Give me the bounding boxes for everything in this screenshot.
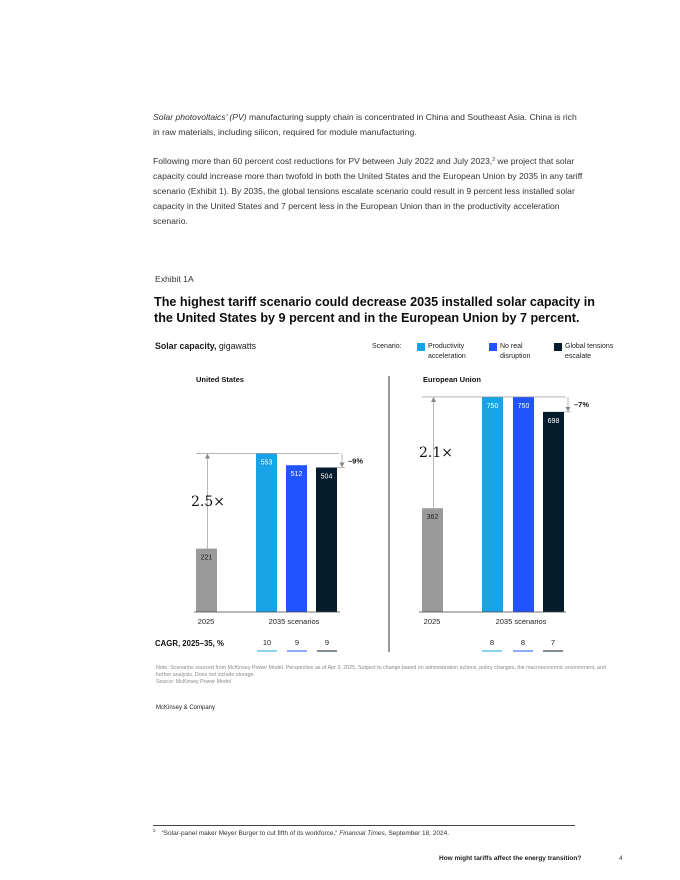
units-label-rest: gigawatts	[216, 341, 257, 351]
running-head: How might tariffs affect the energy transition?	[439, 855, 582, 862]
bar-us-3	[316, 468, 337, 612]
footnote-date: , September 18, 2024.	[384, 830, 450, 837]
cagr-value-eu-0: 8	[489, 638, 495, 647]
chart-note-text: Note: Scenarios sourced from McKinsey Power Model. Perspective as of Apr 3, 2025. Subject to change based on administration actions, policy changes, the macroeconomic environment, and further analysis. Does not include storage.	[156, 665, 606, 678]
cagr-value-us-1: 9	[294, 638, 300, 647]
group-label-eu-1: 2035 scenarios	[495, 617, 547, 626]
footnote-quote: “Solar-panel maker Meyer Burger to cut fifth of its workforce,”	[161, 830, 338, 837]
intro-paragraph-italic: Solar photovoltaics’ (PV)	[153, 112, 247, 122]
bar-label-eu-2: 750	[517, 402, 530, 410]
legend-text-no-real: No real disruption	[500, 343, 531, 360]
projection-paragraph-b: we project that solar capacity could increase more than twofold in both the United States and the European Union by 2035 in any tariff scenario (Exhibit 1). By 2035, the global tensions escalate scenario could result in 9 percent less installed solar capacity in the United States and 7 percent less in the European Union than in the productivity acceleration scenario.	[153, 156, 583, 226]
change-label-us: –9%	[348, 456, 364, 466]
bar-us-1	[256, 453, 277, 612]
bar-eu-2	[513, 397, 534, 612]
bar-eu-1	[482, 397, 503, 612]
cagr-value-eu-1: 8	[520, 638, 526, 647]
change-arrowhead-eu	[566, 407, 571, 412]
footnote-ref[interactable]: 2	[492, 157, 495, 163]
bar-label-us-3: 504	[320, 473, 333, 481]
bar-label-eu-0: 362	[426, 514, 439, 522]
brand-label: McKinsey & Company	[156, 705, 216, 711]
bar-label-eu-1: 750	[486, 402, 499, 410]
exhibit-title: The highest tariff scenario could decrease 2035 installed solar capacity in the United States by 9 percent and in the European Union by 7 percent.	[154, 295, 595, 325]
panel-title-us: United States	[196, 375, 244, 384]
legend-text-productivity: Productivity acceleration	[428, 343, 466, 360]
units-label-bold: Solar capacity,	[155, 341, 217, 351]
growth-arrowhead-us	[205, 453, 210, 458]
cagr-label: CAGR, 2025–35, %	[155, 639, 224, 648]
footnote	[153, 828, 449, 837]
intro-paragraph-text: manufacturing supply chain is concentrated in China and Southeast Asia. China is rich in raw materials, including silicon, required for module manufacturing.	[153, 112, 577, 137]
bar-label-us-0: 221	[200, 554, 213, 562]
exhibit-label: Exhibit 1A	[155, 274, 194, 284]
page-number: 4	[619, 855, 623, 862]
bar-us-2	[286, 465, 307, 612]
growth-multiplier-eu: 2.1×	[419, 445, 453, 461]
growth-arrowhead-eu	[431, 397, 436, 402]
panel-title-eu: European Union	[423, 375, 481, 384]
growth-multiplier-us: 2.5×	[191, 494, 225, 510]
bar-eu-3	[543, 412, 564, 612]
group-label-us-1: 2035 scenarios	[268, 617, 320, 626]
change-label-eu: –7%	[574, 399, 590, 409]
group-label-eu-0: 2025	[423, 617, 441, 626]
cagr-value-us-2: 9	[324, 638, 330, 647]
cagr-value-eu-2: 7	[550, 638, 556, 647]
bar-label-eu-3: 698	[547, 417, 560, 425]
footnote-marker: 2	[153, 828, 156, 833]
projection-paragraph-a: Following more than 60 percent cost reductions for PV between July 2022 and July 2023,	[153, 156, 493, 166]
chart-note	[156, 665, 616, 686]
cagr-value-us-0: 10	[262, 638, 272, 647]
group-label-us-0: 2025	[197, 617, 215, 626]
legend-title: Scenario:	[372, 343, 402, 350]
change-arrowhead-us	[340, 463, 345, 468]
bar-eu-0	[422, 508, 443, 612]
bar-label-us-2: 512	[290, 471, 303, 479]
bar-label-us-1: 553	[260, 459, 273, 467]
footnote-source: Financial Times	[339, 830, 385, 837]
chart-source-text: Source: McKinsey Power Model	[156, 679, 232, 685]
legend-text-global: Global tensions escalate	[565, 343, 614, 360]
footnote-rule	[153, 825, 575, 826]
